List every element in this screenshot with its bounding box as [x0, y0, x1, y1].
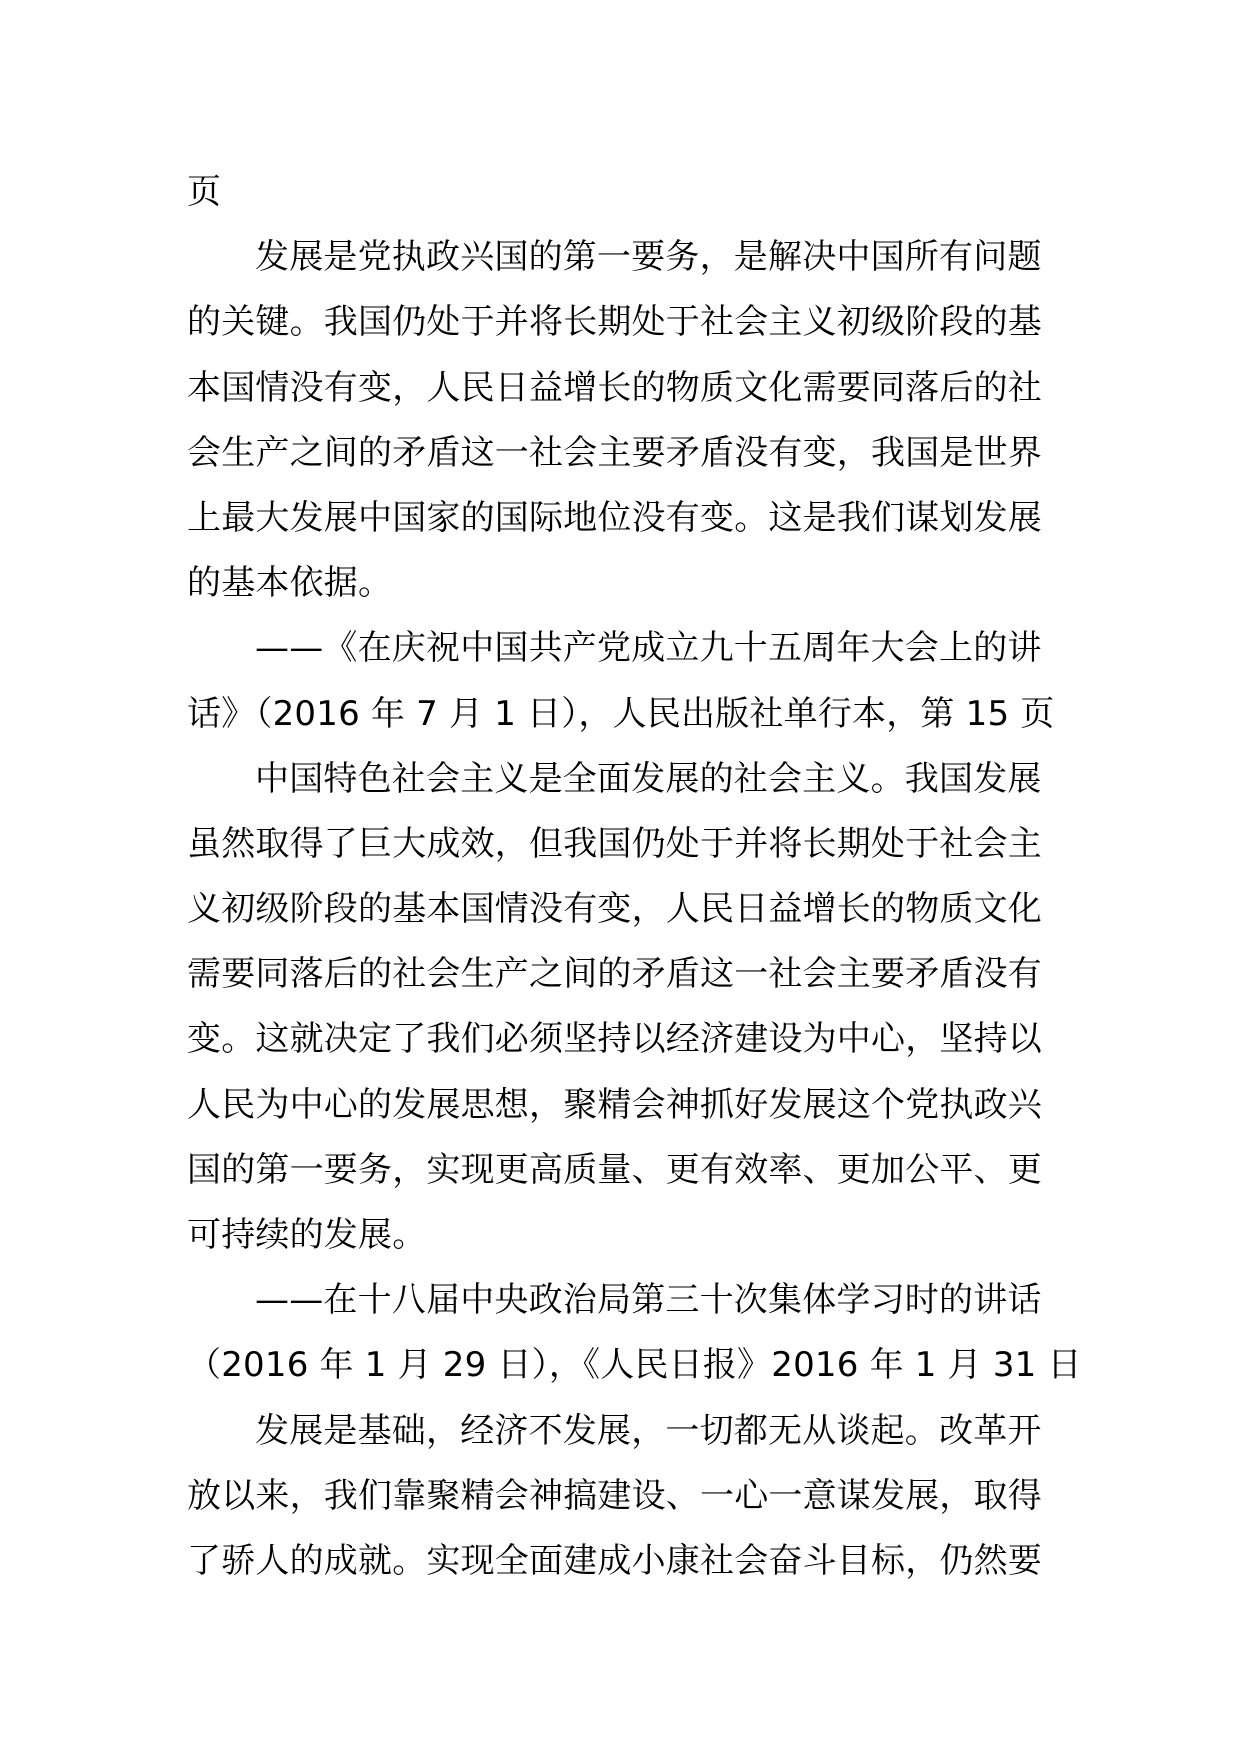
- citation-1-line-2: 话》（2016 年 7 月 1 日），人民出版社单行本，第 15 页: [187, 693, 1055, 734]
- paragraph-1-line-6: 的基本依据。: [187, 563, 393, 604]
- paragraph-2-line-6: 人民为中心的发展思想，聚精会神抓好发展这个党执政兴: [187, 1084, 1042, 1125]
- document-page: [187, 160, 1082, 1594]
- paragraph-1-line-5: 上最大发展中国家的国际地位没有变。这是我们谋划发展: [187, 497, 1042, 538]
- text-line-continuation: 页: [187, 172, 222, 212]
- paragraph-3-line-1: 发展是基础，经济不发展，一切都无从谈起。改革开: [255, 1410, 1042, 1451]
- citation-1-line-1: ——《在庆祝中国共产党成立九十五周年大会上的讲: [255, 628, 1042, 669]
- paragraph-2-line-1: 中国特色社会主义是全面发展的社会主义。我国发展: [255, 758, 1042, 799]
- paragraph-2-line-2: 虽然取得了巨大成效，但我国仍处于并将长期处于社会主: [187, 823, 1042, 864]
- paragraph-3-line-2: 放以来，我们靠聚精会神搞建设、一心一意谋发展，取得: [187, 1475, 1042, 1516]
- paragraph-2-line-8: 可持续的发展。: [187, 1215, 427, 1255]
- paragraph-2-line-4: 需要同落后的社会生产之间的矛盾这一社会主要矛盾没有: [187, 954, 1042, 995]
- paragraph-2-line-3: 义初级阶段的基本国情没有变，人民日益增长的物质文化: [187, 889, 1042, 930]
- paragraph-1-line-3: 本国情没有变，人民日益增长的物质文化需要同落后的社: [187, 367, 1042, 408]
- citation-2-line-1: ——在十八届中央政治局第三十次集体学习时的讲话: [255, 1280, 1042, 1321]
- paragraph-1-line-2: 的关键。我国仍处于并将长期处于社会主义初级阶段的基: [187, 302, 1042, 343]
- paragraph-2-line-5: 变。这就决定了我们必须坚持以经济建设为中心，坚持以: [187, 1019, 1042, 1060]
- paragraph-3-line-3: 了骄人的成就。实现全面建成小康社会奋斗目标，仍然要: [187, 1540, 1042, 1581]
- paragraph-1-line-4: 会生产之间的矛盾这一社会主要矛盾没有变，我国是世界: [187, 432, 1042, 473]
- citation-2-line-2: （2016 年 1 月 29 日），《人民日报》2016 年 1 月 31 日: [187, 1345, 1082, 1386]
- paragraph-1-line-1: 发展是党执政兴国的第一要务，是解决中国所有问题: [255, 237, 1042, 278]
- paragraph-2-line-7: 国的第一要务，实现更高质量、更有效率、更加公平、更: [187, 1149, 1042, 1190]
